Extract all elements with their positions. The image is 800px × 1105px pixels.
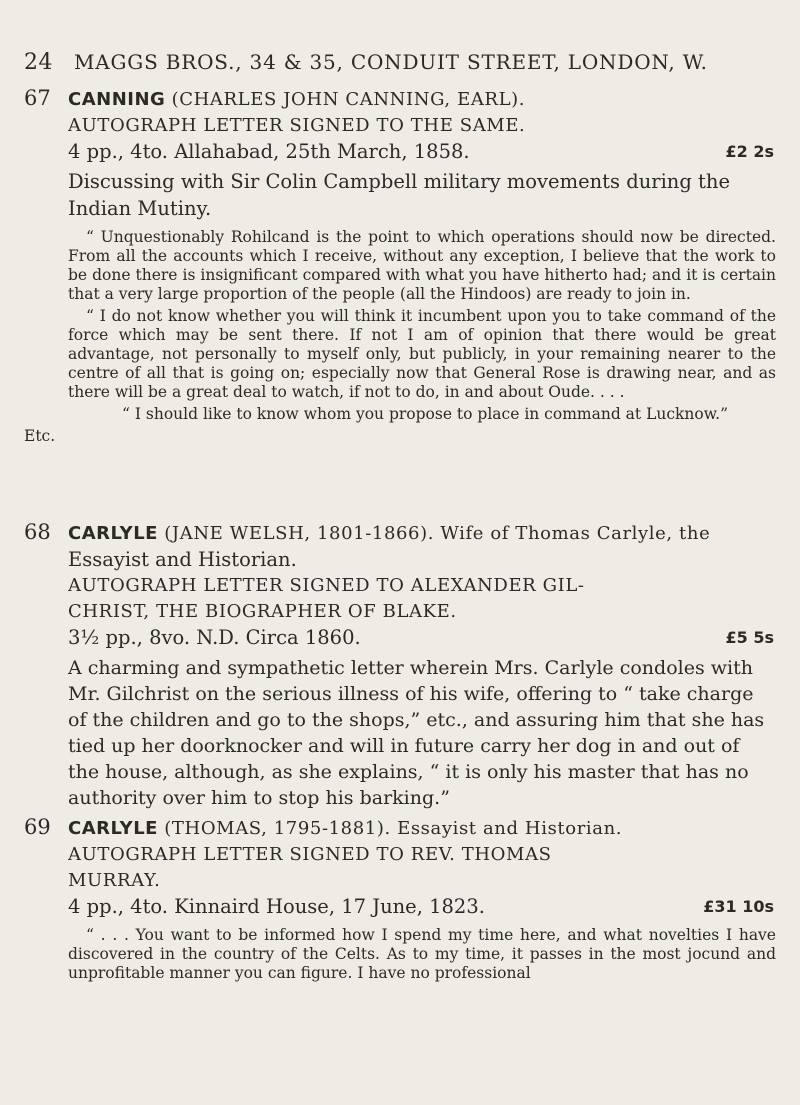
- entry-quotes: [24, 228, 776, 446]
- entry-details: 4 pp., 4to. Allahabad, 25th March, 1858.: [68, 140, 470, 163]
- entry-heading-rest: (CHARLES JOHN CANNING, EARL).: [165, 89, 526, 110]
- catalogue-entry-68: [24, 520, 776, 811]
- catalogue-entry-69: [24, 815, 776, 986]
- entry-price: £31 10s: [703, 897, 774, 916]
- entry-heading-rest: (THOMAS, 1795-1881). Essayist and Historian.: [157, 818, 623, 839]
- entry-price: £2 2s: [725, 142, 774, 161]
- quote-paragraph: “ Unquestionably Rohilcand is the point to which operations should now be directed. From all the accounts which I receive, without any exception, I believe that the work to be done there is insignificant compared with what you have hitherto had; and it is certain that a very large proportion of the people (all the Hindoos) are ready to join in.: [68, 228, 776, 303]
- entry-number: 69: [24, 815, 51, 839]
- entry-title: AUTOGRAPH LETTER SIGNED TO THE SAME.: [68, 115, 526, 136]
- entry-number: 67: [24, 86, 51, 110]
- entry-heading: [68, 86, 776, 113]
- page-number: 24: [24, 50, 53, 75]
- entry-title: MURRAY.: [68, 870, 161, 891]
- entry-number: 68: [24, 520, 51, 544]
- entry-details: 3½ pp., 8vo. N.D. Circa 1860.: [68, 626, 361, 649]
- quote-paragraph: “ I should like to know whom you propose to place in command at Lucknow.”: [122, 405, 729, 423]
- entry-price: £5 5s: [725, 628, 774, 647]
- entry-description: Discussing with Sir Colin Campbell military movements during the Indian Mutiny.: [68, 170, 730, 220]
- catalogue-entry-67: [24, 86, 776, 449]
- running-header: [24, 50, 770, 75]
- entry-title: AUTOGRAPH LETTER SIGNED TO REV. THOMAS: [68, 844, 552, 865]
- entry-details: 4 pp., 4to. Kinnaird House, 17 June, 1823.: [68, 895, 485, 918]
- entry-heading: [68, 520, 776, 547]
- entry-details-line: [68, 894, 776, 920]
- quote-paragraph: “ . . . You want to be informed how I spend my time here, and what novelties I have discovered in the country of the Celts. As to my time, it passes in the most jocund and unprofitable manner you can figure. I have no professional: [68, 926, 776, 982]
- entry-name: CARLYLE: [68, 818, 158, 839]
- entry-details-line: [68, 139, 776, 165]
- entry-title: AUTOGRAPH LETTER SIGNED TO ALEXANDER GIL-: [68, 575, 585, 596]
- entry-name: CANNING: [68, 89, 166, 110]
- entry-title: CHRIST, THE BIOGRAPHER OF BLAKE.: [68, 601, 457, 622]
- entry-name: CARLYLE: [68, 523, 158, 544]
- entry-heading: [68, 815, 776, 842]
- entry-heading-rest: (JANE WELSH, 1801-1866). Wife of Thomas Carlyle, the: [157, 523, 711, 544]
- quote-etc: Etc.: [24, 427, 56, 445]
- entry-description: A charming and sympathetic letter wherein Mrs. Carlyle condoles with Mr. Gilchrist on the serious illness of his wife, offering to “ take charge of the children and go to the shops,” etc., and assuring him that she has tied up her doorknocker and will in future carry her dog in and out of the house, although, as she explains, “ it is only his master that has no authority over him to stop his barking.”: [68, 657, 765, 809]
- header-text: MAGGS BROS., 34 & 35, CONDUIT STREET, LONDON, W.: [74, 50, 708, 74]
- entry-details-line: [68, 625, 776, 651]
- entry-heading-continued: Essayist and Historian.: [68, 548, 297, 571]
- entry-quote: [68, 926, 776, 983]
- quote-paragraph: “ I do not know whether you will think it incumbent upon you to take command of the force which may be sent there. If not I am of opinion that there would be great advantage, not personally to myself only, but publicly, in your remaining nearer to the centre of all that is going on; especially now that General Rose is drawing near, and as there will be a great deal to watch, if not to do, in and about Oude. . . .: [68, 307, 776, 401]
